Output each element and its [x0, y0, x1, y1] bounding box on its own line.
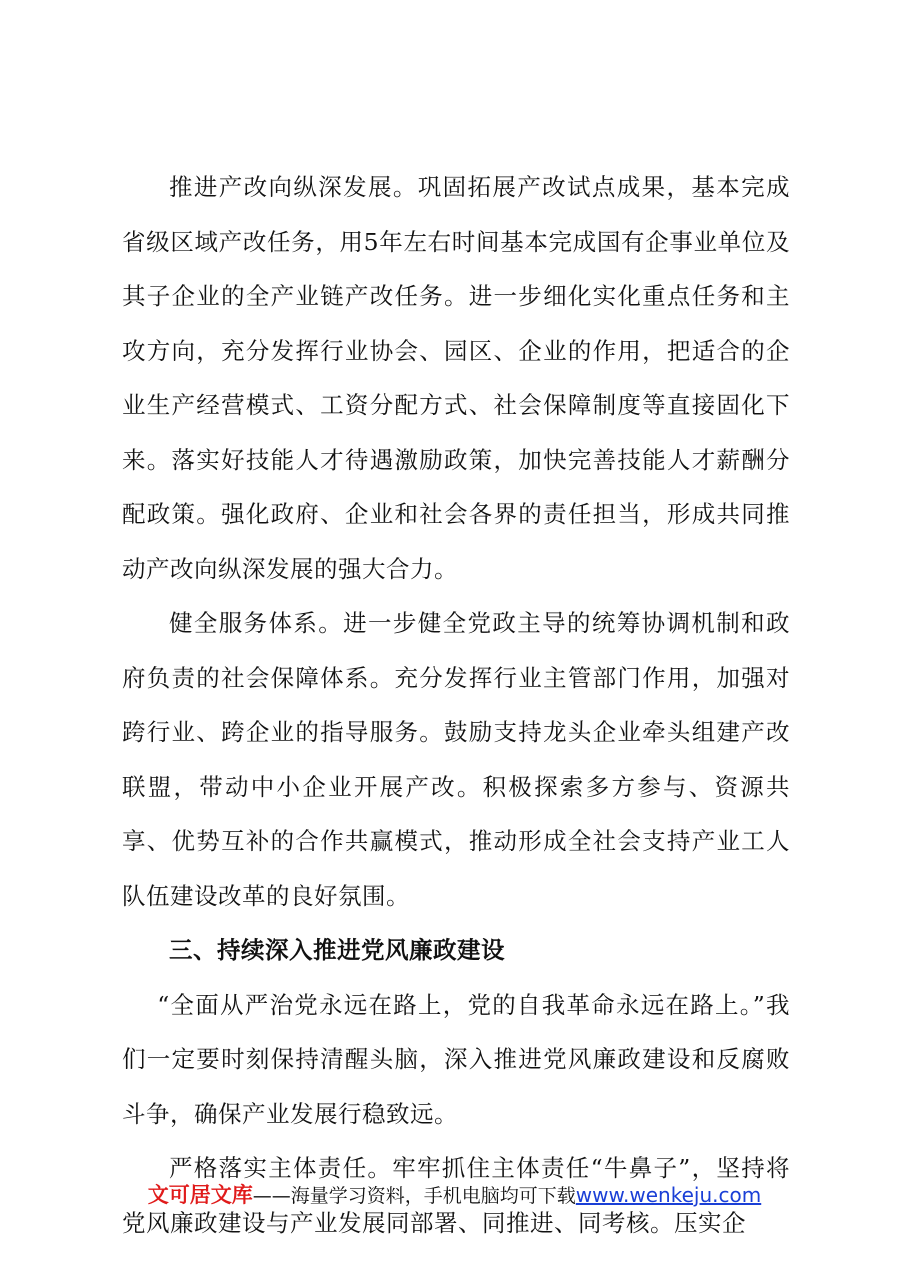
- paragraph-quote: “全面从严治党永远在路上，党的自我革命永远在路上。”我们一定要时刻保持清醒头脑，深入推进党风廉政建设和反腐败斗争，确保产业发展行稳致远。: [122, 990, 790, 1128]
- footer-tagline: ——海量学习资料，手机电脑均可下载: [252, 1185, 576, 1207]
- section-heading: 三、持续深入推进党风廉政建设: [169, 936, 505, 964]
- footer-website-link[interactable]: www.wenkeju.com: [575, 1183, 762, 1207]
- footer-brand: 文可居文库: [147, 1183, 253, 1207]
- document-body: [122, 160, 790, 1250]
- paragraph-advance-reform: 推进产改向纵深发展。巩固拓展产改试点成果，基本完成省级区域产改任务，用5年左右时间基本完成国有企事业单位及其子企业的全产业链产改任务。进一步细化实化重点任务和主攻方向，充分发挥行业协会、园区、企业的作用，把适合的企业生产经营模式、工资分配方式、社会保障制度等直接固化下来。落实好技能人才待遇激励政策，加快完善技能人才薪酬分配政策。强化政府、企业和社会各界的责任担当，形成共同推动产改向纵深发展的强大合力。: [122, 173, 790, 583]
- paragraph-responsibility: 严格落实主体责任。牢牢抓住主体责任“牛鼻子”，坚持将党风廉政建设与产业发展同部署、同推进、同考核。压实企: [122, 1154, 790, 1237]
- paragraph-service-system: 健全服务体系。进一步健全党政主导的统筹协调机制和政府负责的社会保障体系。充分发挥行业主管部门作用，加强对跨行业、跨企业的指导服务。鼓励支持龙头企业牵头组建产改联盟，带动中小企业开展产改。积极探索多方参与、资源共享、优势互补的合作共赢模式，推动形成全社会支持产业工人队伍建设改革的良好氛围。: [122, 609, 790, 910]
- footer-banner: [0, 1180, 909, 1211]
